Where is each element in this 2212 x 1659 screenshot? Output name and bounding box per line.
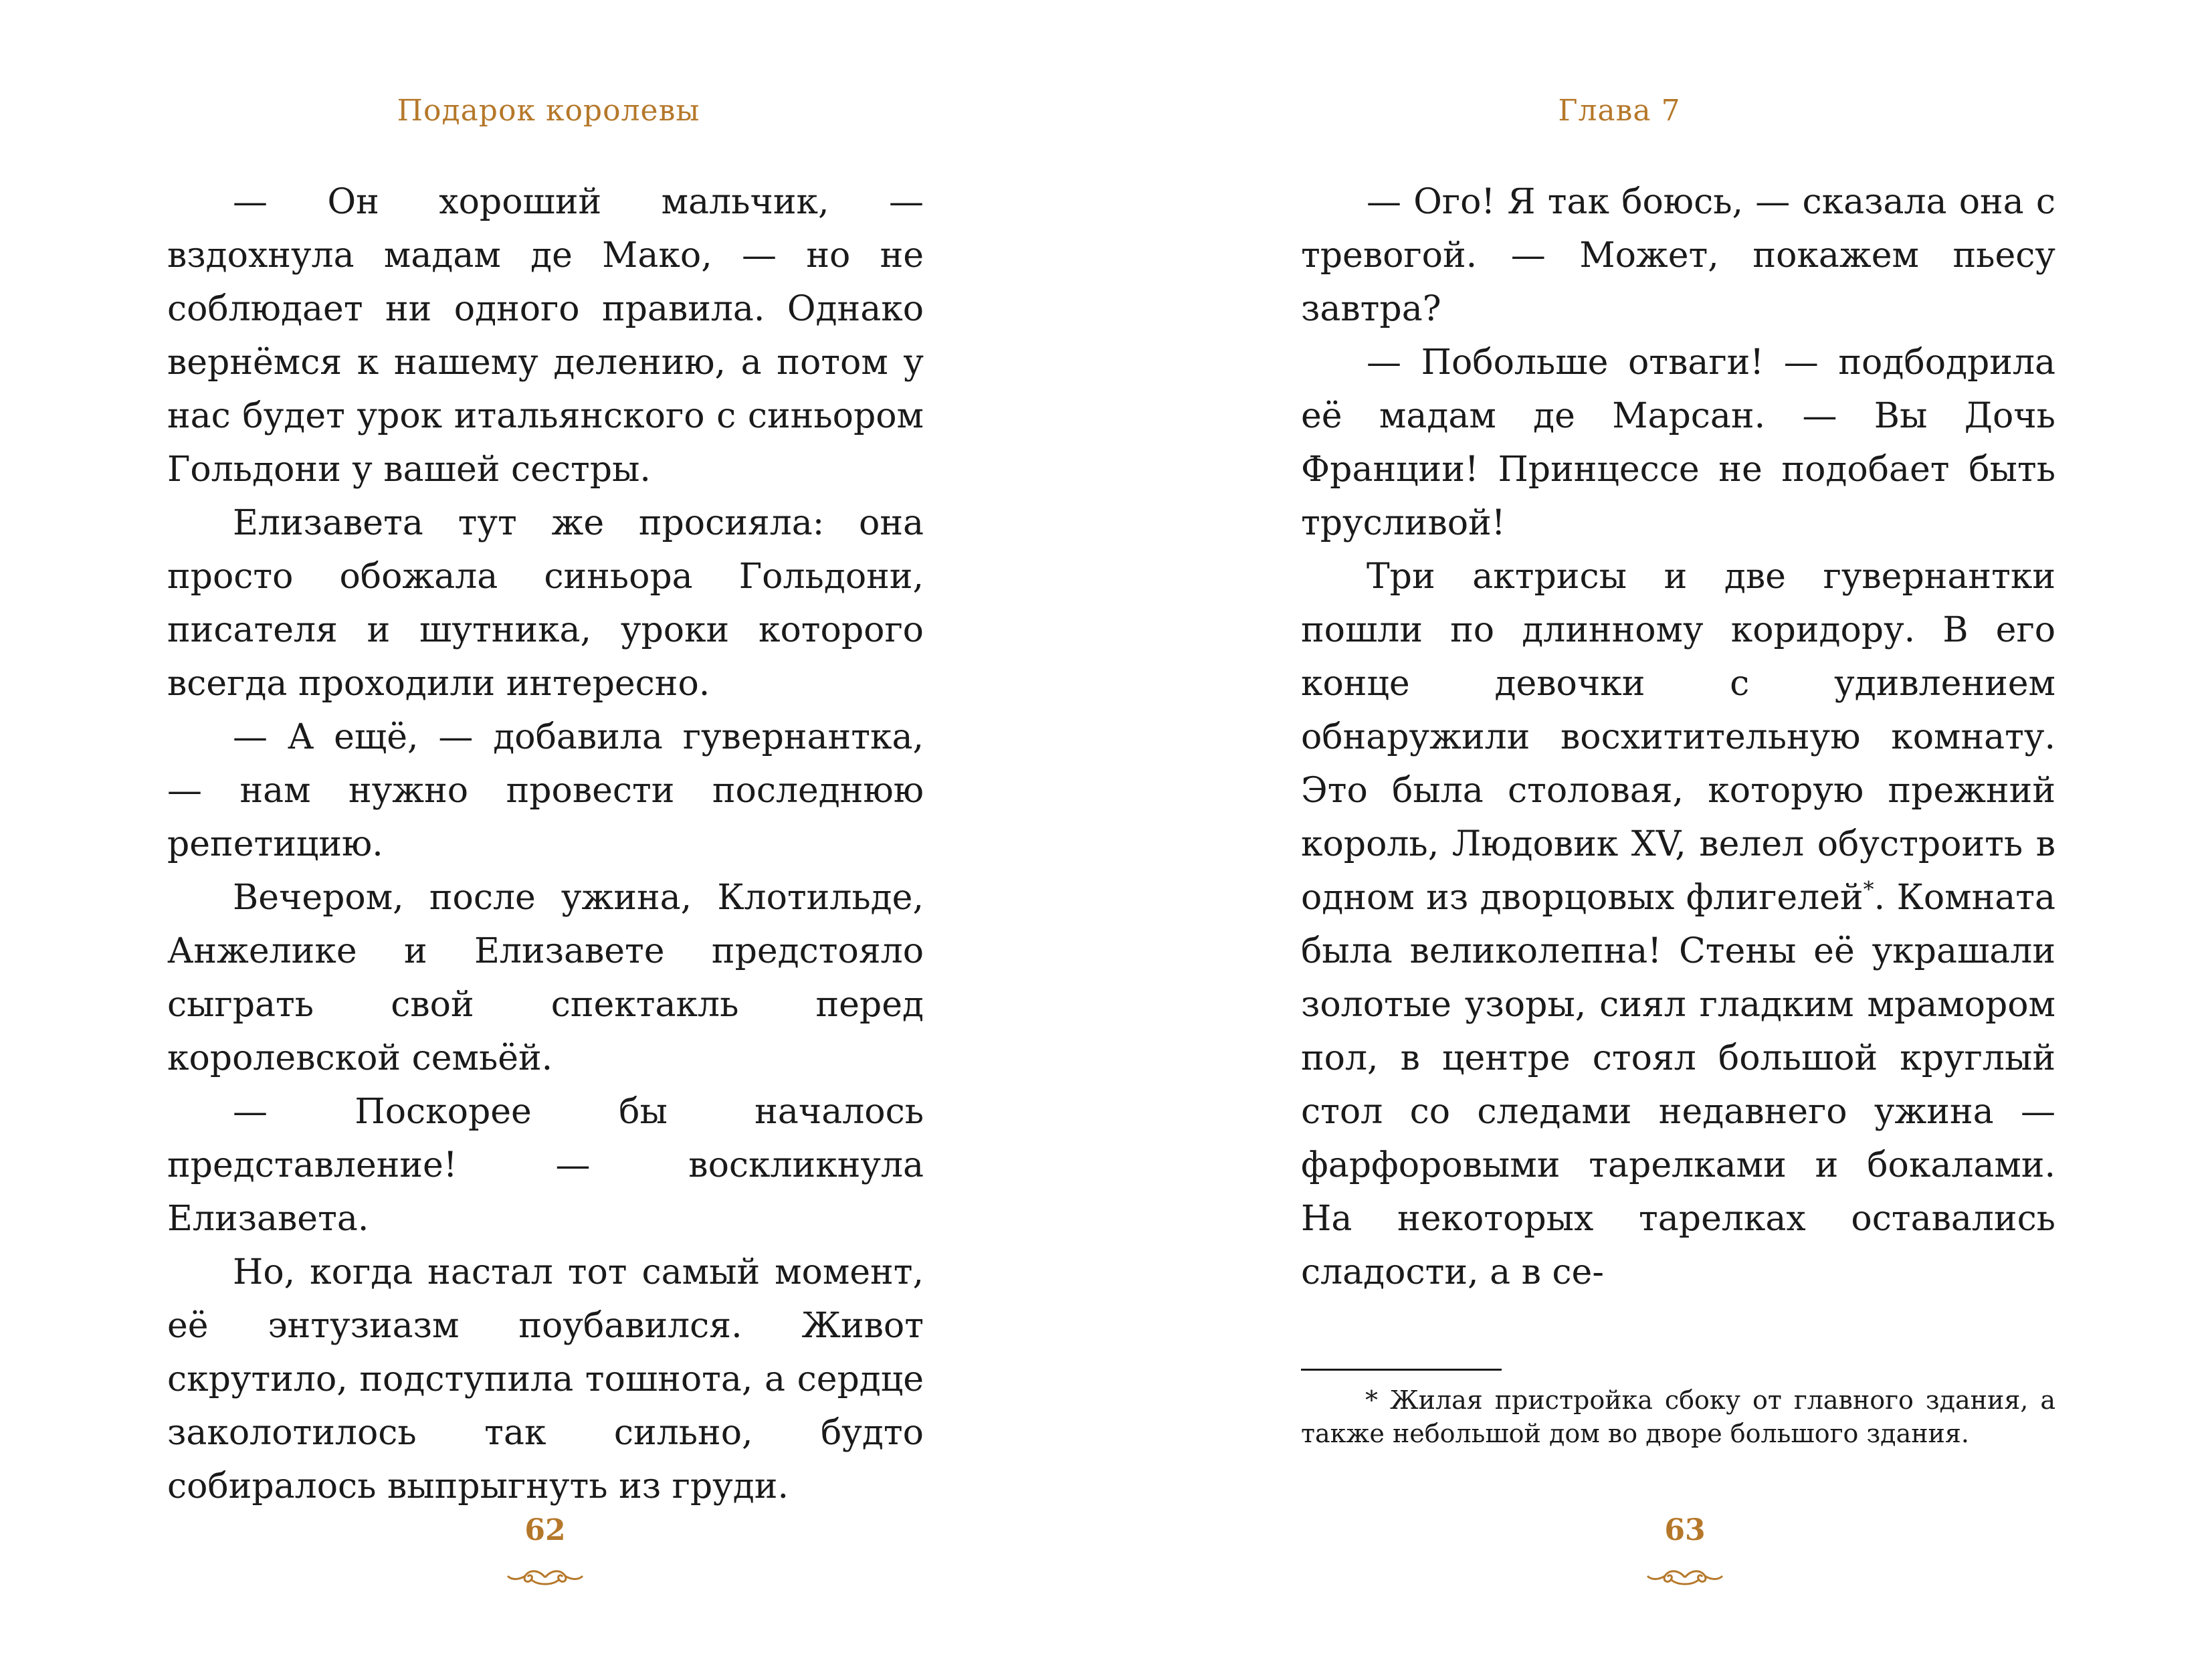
flourish-ornament-icon [505,1564,585,1591]
left-page-body [167,175,924,1513]
paragraph: — А ещё, — добавила гувернантка, — нам нужно провести последнюю репетицию. [167,717,924,864]
paragraph: — Он хороший мальчик, — вздохнула мадам де Мако, — но не соблюдает ни одного правила. Однако вернёмся к нашему делению, а потом у нас будет урок итальянского с синьором Гольдони у вашей сестры. [167,182,924,490]
paragraph: — Поскорее бы началось представление! — воскликнула Елизавета. [167,1092,924,1239]
right-page [1106,0,2212,1659]
running-head-book-title: Подарок королевы [397,94,700,128]
flourish-ornament-icon [1645,1564,1725,1591]
paragraph: Елизавета тут же просияла: она просто обожала синьора Гольдони, писателя и шутника, уроки которого всегда проходили интересно. [167,503,924,704]
paragraph-text: Три актрисы и две гувернантки пошли по длинному коридору. В его конце девочки с удивлением обнаружили восхитительную комнату. Это была столовая, которую прежний король, Людовик XV, велел обустроить в одном из дворцовых флигелей [1301,557,2055,918]
right-page-body [1301,175,2055,1299]
footnote: * Жилая пристройка сбоку от главного здания, а также небольшой дом во дворе большого здания. [1301,1385,2055,1448]
footnote-marker: * [1863,876,1874,902]
running-head-chapter: Глава 7 [1558,94,1681,128]
paragraph: — Побольше отваги! — подбодрила её мадам де Марсан. — Вы Дочь Франции! Принцессе не подобает быть трусливой! [1301,343,2055,543]
sentence-end: . [1874,878,1886,918]
paragraph-text: Комната была великолепна! Стены её украшали золотые узоры, сиял гладким мрамором пол, в центре стоял большой круглый стол со следами недавнего ужина — фарфоровыми тарелками и бокалами. На некоторых тарелках оставались сладости, а в се- [1301,878,2056,1292]
paragraph: Вечером, после ужина, Клотильде, Анжелике и Елизавете предстояло сыграть свой спектакль перед королевской семьёй. [167,878,924,1078]
page-number: 62 [524,1513,566,1547]
paragraph: — Ого! Я так боюсь, — сказала она с тревогой. — Может, покажем пьесу завтра? [1301,182,2055,329]
paragraph-with-footnote [1301,550,2055,1299]
paragraph: Но, когда настал тот самый момент, её энтузиазм поубавился. Живот скрутило, подступила тошнота, а сердце заколотилось так сильно, будто собиралось выпрыгнуть из груди. [167,1252,924,1506]
page-number: 63 [1664,1513,1706,1547]
footnote-divider [1301,1369,1502,1371]
